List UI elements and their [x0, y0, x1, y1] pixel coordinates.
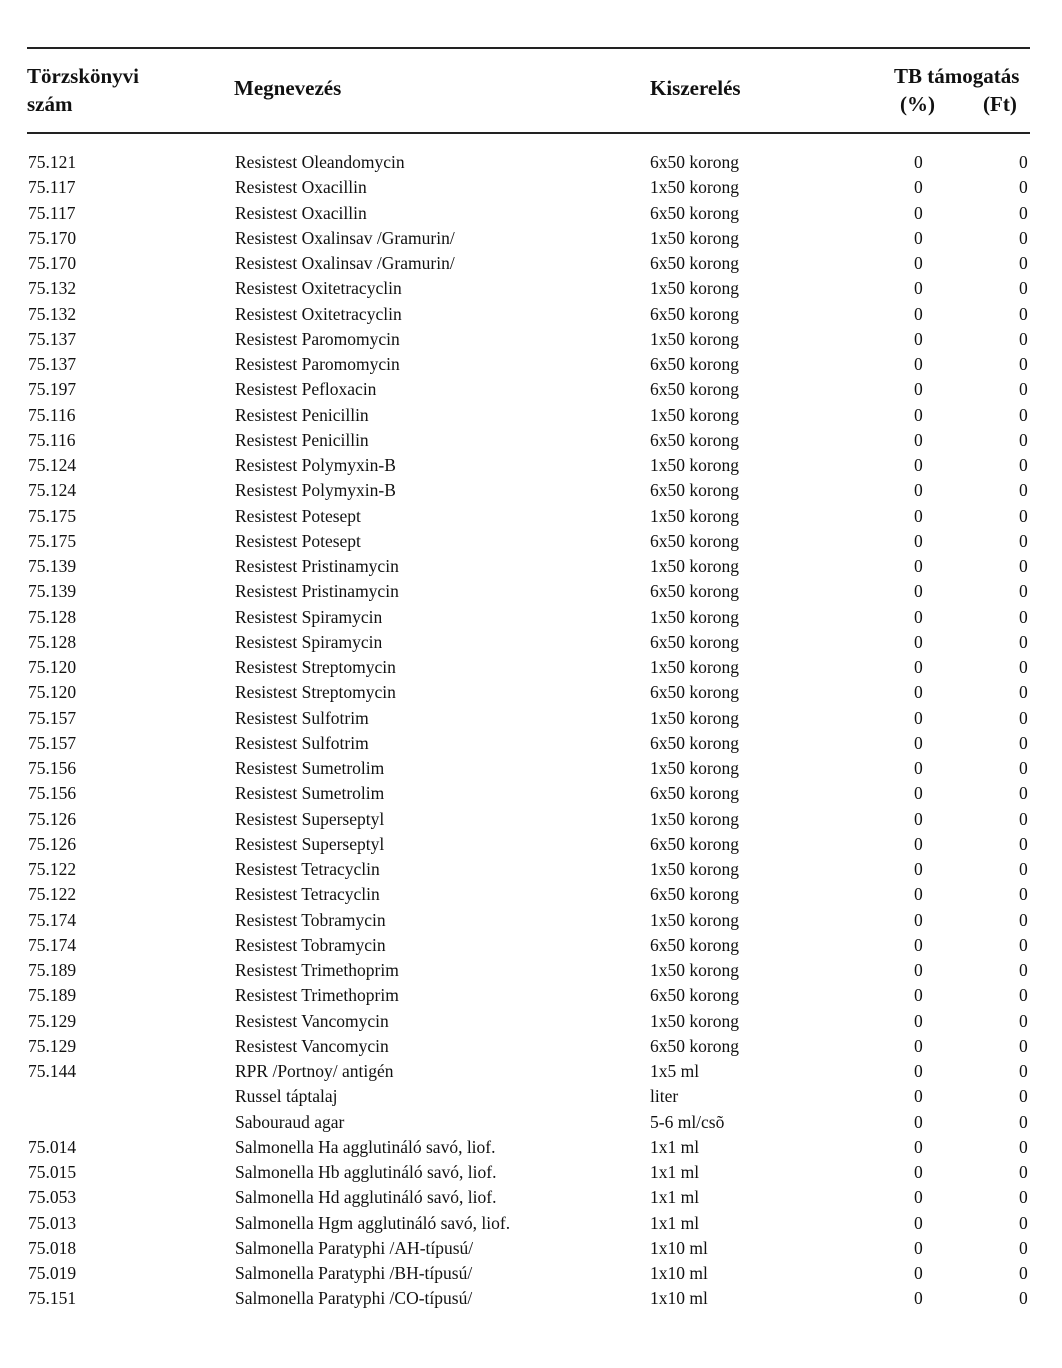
- reg-number-cell: 75.129: [28, 1035, 77, 1056]
- packaging-cell: 1x50 korong: [650, 328, 739, 349]
- support-ft-cell: 0: [1019, 833, 1028, 854]
- reg-number-cell: 75.174: [28, 909, 77, 930]
- support-percent-cell: 0: [914, 253, 923, 273]
- packaging-cell: 6x50 korong: [650, 530, 739, 551]
- reg-number-cell: 75.015: [28, 1162, 77, 1182]
- name-cell: Sabouraud agar: [235, 1111, 345, 1132]
- support-ft-cell: 0: [1019, 1086, 1028, 1107]
- table-row: [0, 680, 1062, 705]
- name-cell: Resistest Pristinamycin: [235, 581, 399, 602]
- name-cell: Resistest Paromomycin: [235, 354, 400, 374]
- support-percent-cell: 0: [914, 808, 923, 829]
- support-ft-cell: 0: [1019, 429, 1028, 450]
- reg-number-cell: 75.157: [28, 707, 77, 728]
- table-row: [0, 807, 1062, 832]
- table-row: [0, 175, 1062, 200]
- table-row: [0, 150, 1062, 175]
- header-reg-number-line1: Törzskönyvi: [27, 64, 140, 88]
- support-percent-cell: 0: [914, 884, 923, 905]
- table-row: [0, 832, 1062, 857]
- support-ft-cell: 0: [1019, 1061, 1028, 1081]
- support-ft-cell: 0: [1019, 505, 1028, 526]
- name-cell: Resistest Potesept: [235, 505, 361, 526]
- reg-number-cell: 75.156: [28, 783, 77, 804]
- reg-number-cell: 75.137: [28, 354, 77, 374]
- support-percent-cell: 0: [914, 1086, 923, 1107]
- reg-number-cell: 75.121: [28, 152, 77, 172]
- support-ft-cell: 0: [1019, 1010, 1028, 1031]
- support-percent-cell: 0: [914, 833, 923, 854]
- support-ft-cell: 0: [1019, 1237, 1028, 1258]
- table-row: [0, 276, 1062, 301]
- table-row: [0, 731, 1062, 756]
- name-cell: Resistest Tobramycin: [235, 934, 386, 955]
- packaging-cell: 1x50 korong: [650, 909, 739, 930]
- header-packaging: Kiszerelés: [650, 76, 741, 100]
- packaging-cell: 1x5 ml: [650, 1061, 700, 1081]
- packaging-cell: 6x50 korong: [650, 581, 739, 602]
- table-row: [0, 377, 1062, 402]
- support-ft-cell: 0: [1019, 227, 1028, 248]
- support-ft-cell: 0: [1019, 480, 1028, 501]
- table-row: [0, 882, 1062, 907]
- packaging-cell: 1x10 ml: [650, 1263, 708, 1283]
- support-percent-cell: 0: [914, 556, 923, 576]
- support-percent-cell: 0: [914, 429, 923, 450]
- reg-number-cell: 75.013: [28, 1212, 77, 1233]
- support-percent-cell: 0: [914, 581, 923, 602]
- packaging-cell: 1x50 korong: [650, 707, 739, 728]
- support-ft-cell: 0: [1019, 455, 1028, 475]
- table-row: [0, 226, 1062, 251]
- packaging-cell: 1x50 korong: [650, 758, 739, 778]
- reg-number-cell: 75.124: [28, 455, 77, 475]
- name-cell: Resistest Superseptyl: [235, 808, 385, 829]
- support-percent-cell: 0: [914, 227, 923, 248]
- packaging-cell: 1x50 korong: [650, 556, 739, 576]
- packaging-cell: 6x50 korong: [650, 884, 739, 905]
- table-row: [0, 504, 1062, 529]
- support-percent-cell: 0: [914, 177, 923, 198]
- header-percent: (%): [900, 92, 935, 116]
- name-cell: Russel táptalaj: [235, 1086, 338, 1107]
- table-row: [0, 1135, 1062, 1160]
- packaging-cell: 1x1 ml: [650, 1136, 700, 1157]
- name-cell: Resistest Oxitetracyclin: [235, 303, 402, 324]
- reg-number-cell: 75.120: [28, 657, 77, 677]
- packaging-cell: 1x10 ml: [650, 1288, 708, 1309]
- support-ft-cell: 0: [1019, 530, 1028, 551]
- header-reg-number: [27, 62, 139, 118]
- support-percent-cell: 0: [914, 1136, 923, 1157]
- table-top-rule: [27, 47, 1030, 49]
- support-percent-cell: 0: [914, 732, 923, 753]
- packaging-cell: 1x50 korong: [650, 657, 739, 677]
- packaging-cell: 6x50 korong: [650, 985, 739, 1006]
- support-percent-cell: 0: [914, 152, 923, 172]
- packaging-cell: 6x50 korong: [650, 379, 739, 400]
- name-cell: Resistest Vancomycin: [235, 1010, 389, 1031]
- reg-number-cell: 75.126: [28, 833, 77, 854]
- packaging-cell: 6x50 korong: [650, 783, 739, 804]
- support-ft-cell: 0: [1019, 960, 1028, 980]
- support-percent-cell: 0: [914, 379, 923, 400]
- table-row: [0, 251, 1062, 276]
- support-percent-cell: 0: [914, 1010, 923, 1031]
- table-row: [0, 302, 1062, 327]
- name-cell: Resistest Oxacillin: [235, 202, 367, 223]
- packaging-cell: 1x10 ml: [650, 1237, 708, 1258]
- packaging-cell: 6x50 korong: [650, 1035, 739, 1056]
- name-cell: Salmonella Paratyphi /CO-típusú/: [235, 1288, 473, 1309]
- packaging-cell: 6x50 korong: [650, 934, 739, 955]
- name-cell: Resistest Vancomycin: [235, 1035, 389, 1056]
- name-cell: Salmonella Hd agglutináló savó, liof.: [235, 1187, 497, 1208]
- reg-number-cell: 75.151: [28, 1288, 77, 1309]
- packaging-cell: 1x50 korong: [650, 606, 739, 627]
- support-ft-cell: 0: [1019, 606, 1028, 627]
- support-percent-cell: 0: [914, 480, 923, 501]
- support-percent-cell: 0: [914, 783, 923, 804]
- support-ft-cell: 0: [1019, 631, 1028, 652]
- support-ft-cell: 0: [1019, 758, 1028, 778]
- packaging-cell: 6x50 korong: [650, 833, 739, 854]
- support-ft-cell: 0: [1019, 884, 1028, 905]
- name-cell: Resistest Pefloxacin: [235, 379, 377, 400]
- support-ft-cell: 0: [1019, 1162, 1028, 1182]
- table-row: [0, 1261, 1062, 1286]
- table-row: [0, 428, 1062, 453]
- table-header-rule: [27, 132, 1030, 134]
- packaging-cell: 1x50 korong: [650, 808, 739, 829]
- reg-number-cell: 75.189: [28, 960, 77, 980]
- support-percent-cell: 0: [914, 1061, 923, 1081]
- reg-number-cell: 75.128: [28, 606, 77, 627]
- packaging-cell: 1x50 korong: [650, 455, 739, 475]
- support-ft-cell: 0: [1019, 985, 1028, 1006]
- name-cell: Resistest Trimethoprim: [235, 985, 399, 1006]
- table-row: [0, 756, 1062, 781]
- reg-number-cell: 75.189: [28, 985, 77, 1006]
- support-percent-cell: 0: [914, 404, 923, 425]
- reg-number-cell: 75.120: [28, 682, 77, 703]
- support-percent-cell: 0: [914, 1035, 923, 1056]
- support-percent-cell: 0: [914, 657, 923, 677]
- packaging-cell: 5-6 ml/csõ: [650, 1111, 725, 1132]
- support-ft-cell: 0: [1019, 859, 1028, 879]
- table-row: [0, 1110, 1062, 1135]
- name-cell: Resistest Paromomycin: [235, 328, 400, 349]
- reg-number-cell: 75.117: [28, 202, 76, 223]
- packaging-cell: 6x50 korong: [650, 732, 739, 753]
- name-cell: Resistest Oxalinsav /Gramurin/: [235, 253, 455, 273]
- support-ft-cell: 0: [1019, 657, 1028, 677]
- reg-number-cell: 75.132: [28, 278, 77, 299]
- support-percent-cell: 0: [914, 1237, 923, 1258]
- name-cell: Resistest Spiramycin: [235, 631, 383, 652]
- header-support: TB támogatás: [894, 64, 1020, 88]
- support-percent-cell: 0: [914, 328, 923, 349]
- support-percent-cell: 0: [914, 455, 923, 475]
- support-percent-cell: 0: [914, 960, 923, 980]
- support-percent-cell: 0: [914, 934, 923, 955]
- header-reg-number-line2: szám: [27, 92, 73, 116]
- packaging-cell: 1x50 korong: [650, 404, 739, 425]
- reg-number-cell: 75.116: [28, 404, 76, 425]
- packaging-cell: 6x50 korong: [650, 303, 739, 324]
- name-cell: RPR /Portnoy/ antigén: [235, 1061, 394, 1081]
- packaging-cell: 6x50 korong: [650, 631, 739, 652]
- table-row: [0, 781, 1062, 806]
- reg-number-cell: 75.122: [28, 884, 77, 905]
- packaging-cell: 6x50 korong: [650, 429, 739, 450]
- support-ft-cell: 0: [1019, 581, 1028, 602]
- name-cell: Resistest Sulfotrim: [235, 732, 369, 753]
- support-percent-cell: 0: [914, 909, 923, 930]
- reg-number-cell: 75.170: [28, 227, 77, 248]
- table-row: [0, 453, 1062, 478]
- table-row: [0, 1185, 1062, 1210]
- reg-number-cell: 75.014: [28, 1136, 77, 1157]
- table-row: [0, 1286, 1062, 1311]
- table-row: [0, 958, 1062, 983]
- support-percent-cell: 0: [914, 1288, 923, 1309]
- name-cell: Resistest Oxacillin: [235, 177, 367, 198]
- name-cell: Resistest Streptomycin: [235, 682, 396, 703]
- packaging-cell: 1x1 ml: [650, 1187, 700, 1208]
- support-percent-cell: 0: [914, 1187, 923, 1208]
- support-percent-cell: 0: [914, 682, 923, 703]
- table-row: [0, 655, 1062, 680]
- packaging-cell: 6x50 korong: [650, 253, 739, 273]
- reg-number-cell: 75.018: [28, 1237, 77, 1258]
- reg-number-cell: 75.116: [28, 429, 76, 450]
- packaging-cell: 6x50 korong: [650, 480, 739, 501]
- packaging-cell: 1x50 korong: [650, 1010, 739, 1031]
- table-row: [0, 908, 1062, 933]
- table-row: [0, 554, 1062, 579]
- support-percent-cell: 0: [914, 278, 923, 299]
- support-ft-cell: 0: [1019, 934, 1028, 955]
- packaging-cell: 1x50 korong: [650, 278, 739, 299]
- name-cell: Resistest Oleandomycin: [235, 152, 405, 172]
- reg-number-cell: 75.139: [28, 581, 77, 602]
- support-percent-cell: 0: [914, 1111, 923, 1132]
- support-percent-cell: 0: [914, 985, 923, 1006]
- name-cell: Resistest Sumetrolim: [235, 783, 385, 804]
- support-ft-cell: 0: [1019, 682, 1028, 703]
- table-row: [0, 1034, 1062, 1059]
- packaging-cell: 1x50 korong: [650, 859, 739, 879]
- support-percent-cell: 0: [914, 859, 923, 879]
- support-ft-cell: 0: [1019, 1263, 1028, 1283]
- support-percent-cell: 0: [914, 1162, 923, 1182]
- table-row: [0, 983, 1062, 1008]
- name-cell: Resistest Oxitetracyclin: [235, 278, 402, 299]
- support-ft-cell: 0: [1019, 1136, 1028, 1157]
- table-row: [0, 1160, 1062, 1185]
- support-ft-cell: 0: [1019, 1111, 1028, 1132]
- name-cell: Resistest Penicillin: [235, 404, 369, 425]
- name-cell: Resistest Oxalinsav /Gramurin/: [235, 227, 455, 248]
- packaging-cell: 6x50 korong: [650, 202, 739, 223]
- name-cell: Salmonella Paratyphi /BH-típusú/: [235, 1263, 473, 1283]
- support-ft-cell: 0: [1019, 354, 1028, 374]
- support-ft-cell: 0: [1019, 783, 1028, 804]
- support-percent-cell: 0: [914, 758, 923, 778]
- support-percent-cell: 0: [914, 530, 923, 551]
- name-cell: Salmonella Ha agglutináló savó, liof.: [235, 1136, 496, 1157]
- table-row: [0, 706, 1062, 731]
- reg-number-cell: 75.122: [28, 859, 77, 879]
- table-row: [0, 201, 1062, 226]
- support-ft-cell: 0: [1019, 404, 1028, 425]
- packaging-cell: 1x1 ml: [650, 1162, 700, 1182]
- packaging-cell: 1x50 korong: [650, 505, 739, 526]
- support-ft-cell: 0: [1019, 328, 1028, 349]
- name-cell: Resistest Tobramycin: [235, 909, 386, 930]
- reg-number-cell: 75.019: [28, 1263, 77, 1283]
- support-ft-cell: 0: [1019, 808, 1028, 829]
- support-percent-cell: 0: [914, 1212, 923, 1233]
- support-ft-cell: 0: [1019, 707, 1028, 728]
- support-percent-cell: 0: [914, 631, 923, 652]
- reg-number-cell: 75.053: [28, 1187, 77, 1208]
- packaging-cell: 1x50 korong: [650, 177, 739, 198]
- table-row: [0, 933, 1062, 958]
- table-row: [0, 1009, 1062, 1034]
- table-row: [0, 1211, 1062, 1236]
- table-row: [0, 579, 1062, 604]
- packaging-cell: 1x1 ml: [650, 1212, 700, 1233]
- name-cell: Salmonella Hgm agglutináló savó, liof.: [235, 1212, 511, 1233]
- reg-number-cell: 75.137: [28, 328, 77, 349]
- support-ft-cell: 0: [1019, 278, 1028, 299]
- support-ft-cell: 0: [1019, 379, 1028, 400]
- name-cell: Resistest Spiramycin: [235, 606, 383, 627]
- name-cell: Resistest Trimethoprim: [235, 960, 399, 980]
- packaging-cell: 6x50 korong: [650, 152, 739, 172]
- name-cell: Resistest Penicillin: [235, 429, 369, 450]
- reg-number-cell: 75.124: [28, 480, 77, 501]
- name-cell: Resistest Polymyxin-B: [235, 455, 396, 475]
- support-percent-cell: 0: [914, 354, 923, 374]
- table-row: [0, 352, 1062, 377]
- support-ft-cell: 0: [1019, 202, 1028, 223]
- support-ft-cell: 0: [1019, 253, 1028, 273]
- table-row: [0, 857, 1062, 882]
- reg-number-cell: 75.144: [28, 1061, 77, 1081]
- support-percent-cell: 0: [914, 606, 923, 627]
- name-cell: Resistest Polymyxin-B: [235, 480, 396, 501]
- table-row: [0, 1084, 1062, 1109]
- name-cell: Salmonella Hb agglutináló savó, liof.: [235, 1162, 497, 1182]
- name-cell: Resistest Pristinamycin: [235, 556, 399, 576]
- packaging-cell: 6x50 korong: [650, 682, 739, 703]
- name-cell: Resistest Potesept: [235, 530, 361, 551]
- support-ft-cell: 0: [1019, 177, 1028, 198]
- table-row: [0, 478, 1062, 503]
- table-row: [0, 327, 1062, 352]
- reg-number-cell: 75.157: [28, 732, 77, 753]
- support-ft-cell: 0: [1019, 152, 1028, 172]
- reg-number-cell: 75.128: [28, 631, 77, 652]
- packaging-cell: 6x50 korong: [650, 354, 739, 374]
- support-ft-cell: 0: [1019, 303, 1028, 324]
- reg-number-cell: 75.126: [28, 808, 77, 829]
- reg-number-cell: 75.132: [28, 303, 77, 324]
- table-row: [0, 1236, 1062, 1261]
- reg-number-cell: 75.174: [28, 934, 77, 955]
- support-ft-cell: 0: [1019, 909, 1028, 930]
- reg-number-cell: 75.197: [28, 379, 77, 400]
- reg-number-cell: 75.175: [28, 505, 77, 526]
- table-row: [0, 605, 1062, 630]
- support-percent-cell: 0: [914, 303, 923, 324]
- name-cell: Resistest Tetracyclin: [235, 884, 380, 905]
- header-ft: (Ft): [983, 92, 1017, 116]
- support-percent-cell: 0: [914, 202, 923, 223]
- table-row: [0, 630, 1062, 655]
- table-row: [0, 529, 1062, 554]
- header-name: Megnevezés: [234, 76, 342, 100]
- reg-number-cell: 75.170: [28, 253, 77, 273]
- name-cell: Resistest Sulfotrim: [235, 707, 369, 728]
- support-ft-cell: 0: [1019, 1187, 1028, 1208]
- support-ft-cell: 0: [1019, 732, 1028, 753]
- packaging-cell: 1x50 korong: [650, 227, 739, 248]
- support-ft-cell: 0: [1019, 556, 1028, 576]
- table-row: [0, 403, 1062, 428]
- packaging-cell: 1x50 korong: [650, 960, 739, 980]
- support-percent-cell: 0: [914, 707, 923, 728]
- name-cell: Resistest Streptomycin: [235, 657, 396, 677]
- name-cell: Resistest Tetracyclin: [235, 859, 380, 879]
- name-cell: Resistest Sumetrolim: [235, 758, 385, 778]
- name-cell: Resistest Superseptyl: [235, 833, 385, 854]
- reg-number-cell: 75.175: [28, 530, 77, 551]
- support-percent-cell: 0: [914, 505, 923, 526]
- packaging-cell: liter: [650, 1086, 679, 1107]
- support-ft-cell: 0: [1019, 1035, 1028, 1056]
- support-ft-cell: 0: [1019, 1212, 1028, 1233]
- support-ft-cell: 0: [1019, 1288, 1028, 1309]
- reg-number-cell: 75.139: [28, 556, 77, 576]
- reg-number-cell: 75.117: [28, 177, 76, 198]
- table-row: [0, 1059, 1062, 1084]
- reg-number-cell: 75.156: [28, 758, 77, 778]
- reg-number-cell: 75.129: [28, 1010, 77, 1031]
- name-cell: Salmonella Paratyphi /AH-típusú/: [235, 1237, 474, 1258]
- support-percent-cell: 0: [914, 1263, 923, 1283]
